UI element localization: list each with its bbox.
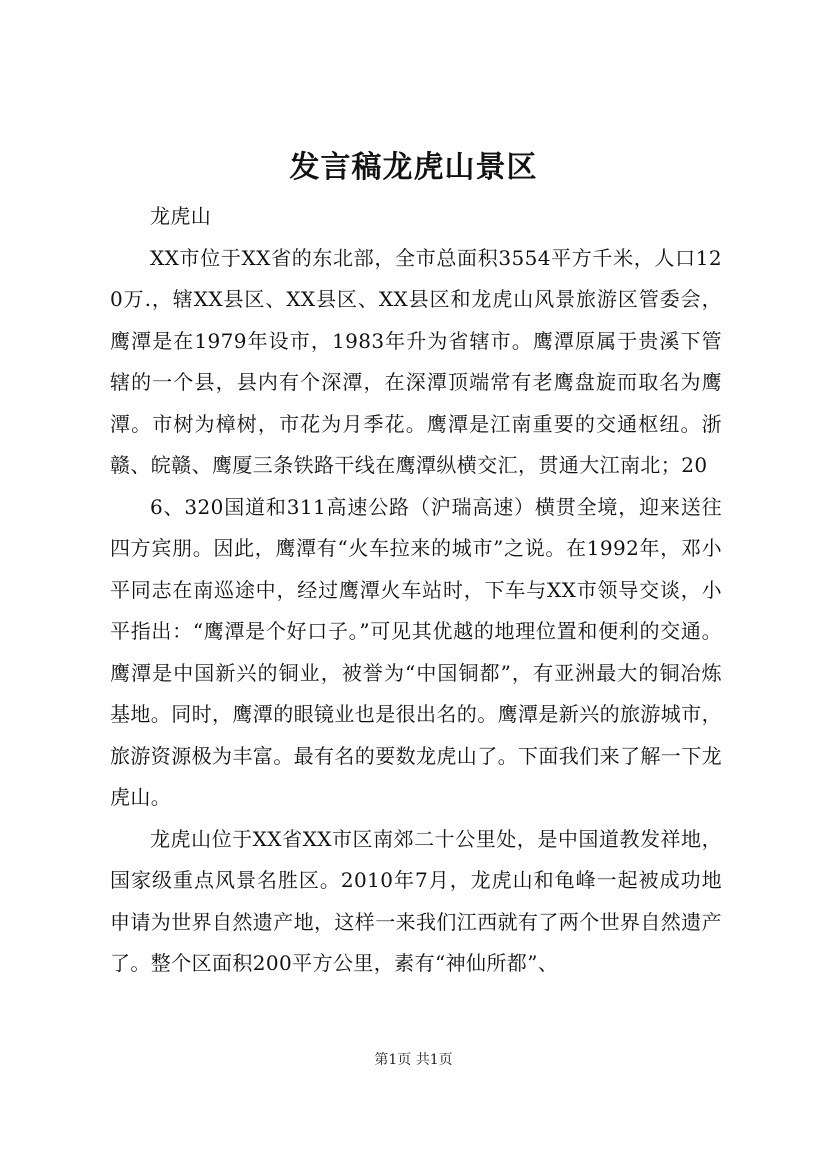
document-title: 发言稿龙虎山景区 bbox=[289, 150, 538, 185]
page-footer: 第1页 共1页 bbox=[374, 1052, 453, 1068]
document-body bbox=[110, 196, 722, 985]
paragraph: 龙虎山位于XX省XX市区南郊二十公里处，是中国道教发祥地，国家级重点风景名胜区。2010年7月，龙虎山和龟峰一起被成功地申请为世界自然遗产地，这样一来我们江西就有了两个世界自然遗产了。整个区面积200平方公里，素有“神仙所都”、 bbox=[110, 826, 722, 975]
paragraph: XX市位于XX省的东北部，全市总面积3554平方千米，人口120万.，辖XX县区、XX县区、XX县区和龙虎山风景旅游区管委会，鹰潭是在1979年设市，1983年升为省辖市。鹰潭原属于贵溪下管辖的一个县，县内有个深潭，在深潭顶端常有老鹰盘旋而取名为鹰潭。市树为樟树，市花为月季花。鹰潭是江南重要的交通枢纽。浙赣、皖赣、鹰厦三条铁路干线在鹰潭纵横交汇，贯通大江南北；20 bbox=[110, 245, 722, 477]
paragraph-heading: 龙虎山 bbox=[150, 204, 212, 228]
paragraph: 6、320国道和311高速公路（沪瑞高速）横贯全境，迎来送往四方宾朋。因此，鹰潭有“火车拉来的城市”之说。在1992年，邓小平同志在南巡途中，经过鹰潭火车站时，下车与XX市领导交谈，小平指出：“鹰潭是个好口子。”可见其优越的地理位置和便利的交通。鹰潭是中国新兴的铜业，被誉为“中国铜都”，有亚洲最大的铜冶炼基地。同时，鹰潭的眼镜业也是很出名的。鹰潭是新兴的旅游城市，旅游资源极为丰富。最有名的要数龙虎山了。下面我们来了解一下龙虎山。 bbox=[110, 494, 722, 809]
